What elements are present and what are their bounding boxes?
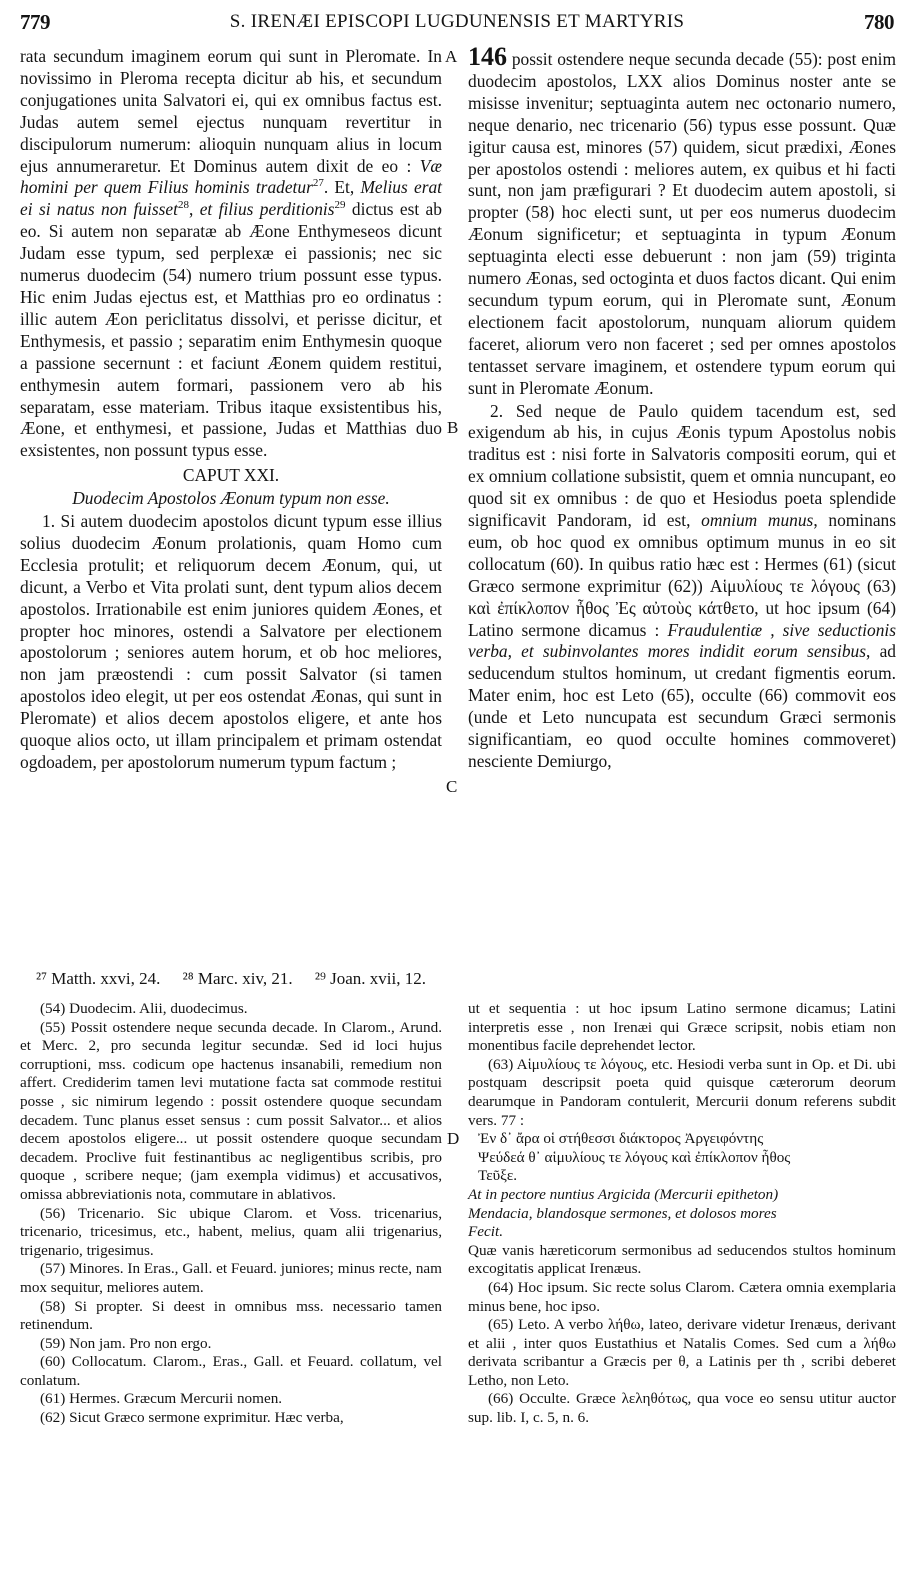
footnote: (65) Leto. A verbo λήθω, lateo, derivare videtur Irenæus, derivant et alii , inter quos Eustathius et Natalis Comes. Sed cum a λήθω derivata scribantur a Græcis per θ, a Latinis per th , scribi deberet Letho, non Leto.	[468, 1316, 896, 1389]
scripture-references	[36, 968, 888, 990]
right-column	[468, 42, 897, 964]
page-number-left: 779	[20, 10, 50, 34]
latin-verse: At in pectore nuntius Argicida (Mercurii epitheton)	[468, 1185, 779, 1203]
footnote: (54) Duodecim. Alii, duodecimus.	[40, 1000, 248, 1017]
footnote: (66) Occulte. Græce λεληθότως, qua voce eo sensu utitur auctor sup. lib. I, c. 5, n. 6.	[468, 1390, 896, 1427]
footnote: (55) Possit ostendere neque secunda decade. In Clarom., Arund. et Merc. 2, pro secunda legitur secundæ. Sed id loci hujus corruptioni, mss. codicum ope hactenus insanabili, remedium non affert. Crediderim tamen levi mutatione facta sat commode restitui posse , sic nimirum legendo : possit ostendere quoque secundam decadem. Tunc planus esset sensus : cum possit Salvator... et alios decem apostolos eligere... ut possit ostendere quoque secundam decadem. Proclive fuit festinantibus ac negligentibus scribis, pro quoque , scribere neque; (jam exempla vidimus) et accusativos, omissa abbreviationis nota, commutare in ablativos.	[20, 1018, 442, 1203]
footnote: (58) Si propter. Si deest in omnibus mss. necessario tamen retinendum.	[20, 1297, 442, 1334]
footnote: (60) Collocatum. Clarom., Eras., Gall. et Feuard. collatum, vel conlatum.	[20, 1353, 442, 1389]
page-number-right: 780	[864, 10, 894, 34]
margin-mark-b: B	[447, 418, 459, 437]
footnote: (59) Non jam. Pro non ergo.	[40, 1334, 212, 1352]
footnote-text: Quæ vanis hæreticorum sermonibus ad seducendos stultos hominum excogitatis applicat Irenæus.	[468, 1241, 896, 1278]
greek-verse: Ψεύδεά θ᾽ αἱμυλίους τε λόγους καὶ ἐπίκλοπον ἦθος	[478, 1148, 791, 1166]
footnote: (62) Sicut Græco sermone exprimitur. Hæc verba,	[40, 1409, 344, 1427]
footnote: (63) Αἱμυλίους τε λόγους, etc. Hesiodi verba sunt in Op. et Di. ubi postquam descripsit poeta quid quisque cæterorum deorum dearumque in Pandoram contulerit, Mercurii donum referens subdit vers. 77 :	[468, 1055, 896, 1129]
footnote: (57) Minores. In Eras., Gall. et Feuard. juniores; minus recte, nam mox sequitur, meliores autem.	[20, 1260, 442, 1296]
chapter-subtitle: Duodecim Apostolos Æonum typum non esse.	[72, 488, 390, 509]
greek-verse: Ἐν δ᾽ ἄρα οἱ στήθεσσι διάκτορος Ἀργειφόντης	[478, 1130, 764, 1148]
footnote: (64) Hoc ipsum. Sic recte solus Clarom. Cætera omnia exemplaria minus bene, hoc ipso.	[468, 1278, 896, 1315]
left-column	[20, 46, 442, 964]
scripture-ref: ²⁷ Matth. xxvi, 24.	[36, 969, 161, 988]
page-header	[20, 10, 894, 40]
paragraph: 1. Si autem duodecim apostolos dicunt typum esse illius solius duodecim Æonum prolationis, quam Homo cum Ecclesia protulit; et reliquorum decem Æonum, qui, ut dicunt, a Verbo et Vita prolati sunt, dent typum alios decem apostolos. Irrationabile est enim juniores quidem Æones, et propter hoc minores, ostendi a Salvatore per electionem apostolorum ; seniores autem horum, et ob hoc meliores, non jam præostendi : cum possit Salvator (si tamen apostolos ideo elegit, ut per eos ostendat Æonas, qui sunt in Pleromate) et alios decem apostolos eligere, et ante hos quoque alios octo, ut illam principalem et primam ostendat ogdoadem, per apostolorum numerum typum factum ;	[20, 511, 442, 772]
latin-verse: Fecit.	[468, 1223, 503, 1241]
latin-verse: Mendacia, blandosque sermones, et dolosos mores	[468, 1204, 777, 1222]
margin-mark-c: C	[446, 777, 458, 796]
paragraph: rata secundum imaginem eorum qui sunt in Pleromate. In novissimo in Pleroma recepta dicitur ab his, et secundum conjugationes unita Salvatori ei, qui ex omnibus factus est. Judas autem semel ejectus nunquam revertitur in discipulorum numerum: alioquin nunquam alius in locum ejus annumeraretur. Et Dominus autem dixit de eo : Væ homini per quem Filius hominis tradetur$^{27}$. Et, Melius erat ei si natus non fuisset$^{28}$, et filius perditionis$^{29}$ dictus est ab eo. Si autem non separatæ ab Æone Enthymeseos dicunt Judam esse typum, sed perplexæ ei passionis; nec sic numerus duodecim (54) numero trium possunt esse typus. Hic enim Judas ejectus est, et Matthias pro eo ordinatus : illic autem Æon periclitatus dissolvi, et perisse dicitur, et Enthymesis, et passio ; separatim enim Enthymesin quoque a passione secernunt : et faciunt Æonem quidem restitui, enthymesin autem formari, passionem vero ab his separatam, esse materiam. Tribus itaque exsistentibus his, Æone, et enthymesi, et passione, Judas et Matthias duo exsistentes, non possunt typus esse.	[20, 46, 442, 461]
greek-verse: Τεῦξε.	[478, 1167, 518, 1185]
footnotes-right	[468, 1000, 896, 1560]
scripture-ref: ²⁸ Marc. xiv, 21.	[182, 969, 293, 988]
scripture-ref: ²⁹ Joan. xvii, 12.	[314, 969, 427, 988]
margin-mark-a: A	[445, 47, 458, 66]
footnote-continuation: ut et sequentia : ut hoc ipsum Latino sermone dicamus; Latini interpretis esse , non Irenæi qui Græce scripsit, nobis etiam non monentibus facile deprehendet lector.	[468, 1000, 896, 1055]
chapter-title: CAPUT XXI.	[182, 465, 280, 486]
margin-mark-d: D	[447, 1129, 460, 1148]
paragraph: 2. Sed neque de Paulo quidem tacendum est, sed exigendum ab his, in cujus Æonis typum Apostolus nobis traditus est : nisi forte in Salvatoris compositi eorum, qui et ex omnium collatione subsistit, quem et omnia nuncupant, eo quod sit ex omnibus : de quo et Hesiodus poeta splendide significavit Pandoram, id est, omnium munus, nominans eum, ob hoc quod ex omnibus optimum munus in eo sit collocatum (60). In quibus ratio hæc est : Hermes (61) (sicut Græco sermone exprimitur (62)) Αἱμυλίους τε λόγους (63) καὶ ἐπίκλοπον ἦθος Ἐς αὐτοὺς κάτθετο, ut hoc ipsum (64) Latino sermone dicamus : Fraudulentiæ , sive seductionis verba, et subinvolantes mores indidit eorum sensibus, ad seducendum stultos hominum, ut credant figmentis eorum. Mater enim, hoc est Leto (65), occulte (66) commovit eos (unde et Leto nuncupata est secundum Græci sermonis significantiam, eo quod occulte homines commoveret) nesciente Demiurgo,	[468, 400, 897, 771]
paragraph: 146 possit ostendere neque secunda decade (55): post enim duodecim apostolos, LXX alios Dominus noster ante se misisse invenitur; septuaginta autem nec octonario numero, neque denario, nec tricenario (56) typus esse possunt. Quæ igitur causa est, minores (57) quidem, sicut prædixi, Æones per apostolos ostendi : meliores autem, ex quibus et hi facti sunt, non jam præfigurari ? Et duodecim autem apostoli, si propter (58) hoc electi sunt, ut per eos numerus duodecim Æonum significetur; et septuaginta in typum Æonum septuaginta electi esse debuerunt : non jam (59) triginta numero Æonas, sed octoginta et duos factos dicant. Qui enim secundum typum eorum, qui in Pleromate sunt, Æonum electionem facit apostolorum, nunquam aliorum quidem faceret, aliorum vero non faceret ; sed per omnes apostolos tentasset servare imaginem, et ostendere typum eorum qui sunt in Pleromate Æonum.	[468, 42, 896, 398]
footnote: (56) Tricenario. Sic ubique Clarom. et Voss. tricenarius, tricenario, tricesimus, etc., habent, melius, quam alii trigenarius, trigenario, trigesimus.	[20, 1204, 442, 1259]
footnote: (61) Hermes. Græcum Mercurii nomen.	[40, 1390, 283, 1408]
footnotes-left	[20, 1000, 442, 1560]
running-title: S. IRENÆI EPISCOPI LUGDUNENSIS ET MARTYRIS	[229, 11, 685, 32]
section-number: 146	[468, 42, 507, 71]
